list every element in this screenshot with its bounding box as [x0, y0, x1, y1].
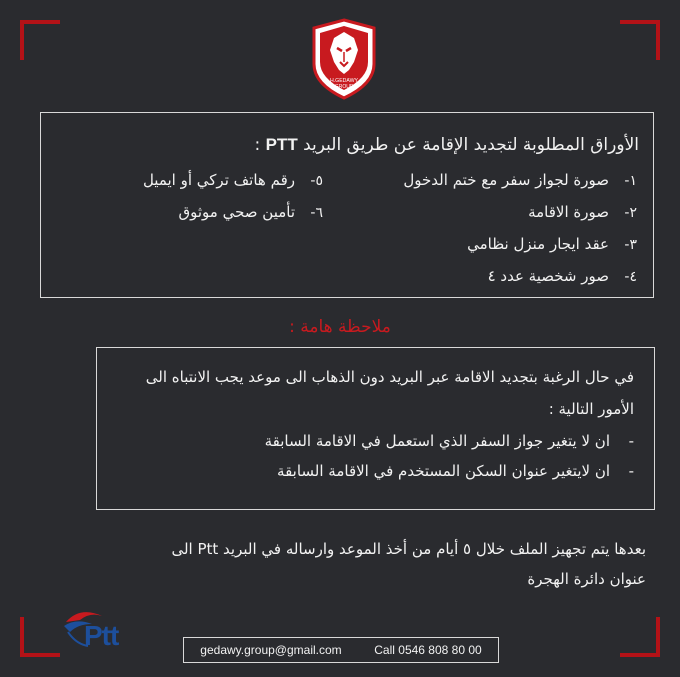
svg-text:GROUP: GROUP — [334, 84, 354, 90]
item-text: عقد ايجار منزل نظامي — [467, 235, 609, 253]
item-text: تأمين صحي موثوق — [178, 203, 295, 221]
contact-email[interactable]: gedawy.group@gmail.com — [200, 643, 342, 657]
requirement-item-5 — [143, 171, 323, 189]
item-number: ٦- — [310, 205, 323, 221]
lion-logo-icon — [308, 18, 380, 100]
item-number: ٣- — [624, 237, 637, 253]
ptt-logo-text: Ptt — [84, 620, 119, 651]
note-bullet-1 — [265, 432, 634, 450]
contact-phone[interactable]: Call 0546 808 80 00 — [374, 643, 482, 657]
item-number: ٥- — [310, 173, 323, 189]
bullet-mark: - — [628, 432, 634, 450]
requirements-box — [40, 112, 654, 298]
corner-top-right — [620, 20, 660, 60]
requirement-item-3 — [467, 235, 637, 253]
item-number: ٢- — [624, 205, 637, 221]
requirement-item-1 — [403, 171, 637, 189]
heading-suffix: : — [254, 135, 261, 155]
item-text: صورة لجواز سفر مع ختم الدخول — [403, 171, 609, 189]
note-title: ملاحظة هامة : — [289, 317, 391, 337]
corner-top-left — [20, 20, 60, 60]
item-number: ١- — [624, 173, 637, 189]
requirements-heading — [254, 135, 639, 155]
heading-text: الأوراق المطلوبة لتجديد الإقامة عن طريق البريد — [303, 135, 639, 155]
requirement-item-2 — [528, 203, 637, 221]
requirement-item-6 — [178, 203, 323, 221]
bullet-mark: - — [628, 462, 634, 480]
contact-bar — [183, 637, 499, 663]
ptt-logo — [62, 604, 132, 656]
note-bullet-2 — [277, 462, 634, 480]
bullet-text: ان لا يتغير جواز السفر الذي استعمل في الاقامة السابقة — [264, 432, 610, 450]
bullet-text: ان لايتغير عنوان السكن المستخدم في الاقامة السابقة — [277, 462, 610, 480]
closing-line-2: عنوان دائرة الهجرة — [527, 570, 646, 588]
svg-text:H.GEDAWY: H.GEDAWY — [329, 78, 359, 84]
item-text: صورة الاقامة — [528, 203, 609, 221]
note-line-1: في حال الرغبة بتجديد الاقامة عبر البريد دون الذهاب الى موعد يجب الانتباه الى — [145, 368, 634, 386]
requirement-item-4 — [488, 267, 637, 285]
note-box — [96, 347, 655, 510]
closing-line-1: بعدها يتم تجهيز الملف خلال ٥ أيام من أخذ الموعد وارساله في البريد Ptt الى — [171, 540, 646, 558]
item-number: ٤- — [624, 269, 637, 285]
heading-brand: PTT — [265, 135, 298, 154]
note-line-2: الأمور التالية : — [548, 400, 634, 418]
item-text: رقم هاتف تركي أو ايميل — [142, 171, 295, 189]
corner-bottom-right — [620, 617, 660, 657]
item-text: صور شخصية عدد ٤ — [487, 267, 609, 285]
corner-bottom-left — [20, 617, 60, 657]
